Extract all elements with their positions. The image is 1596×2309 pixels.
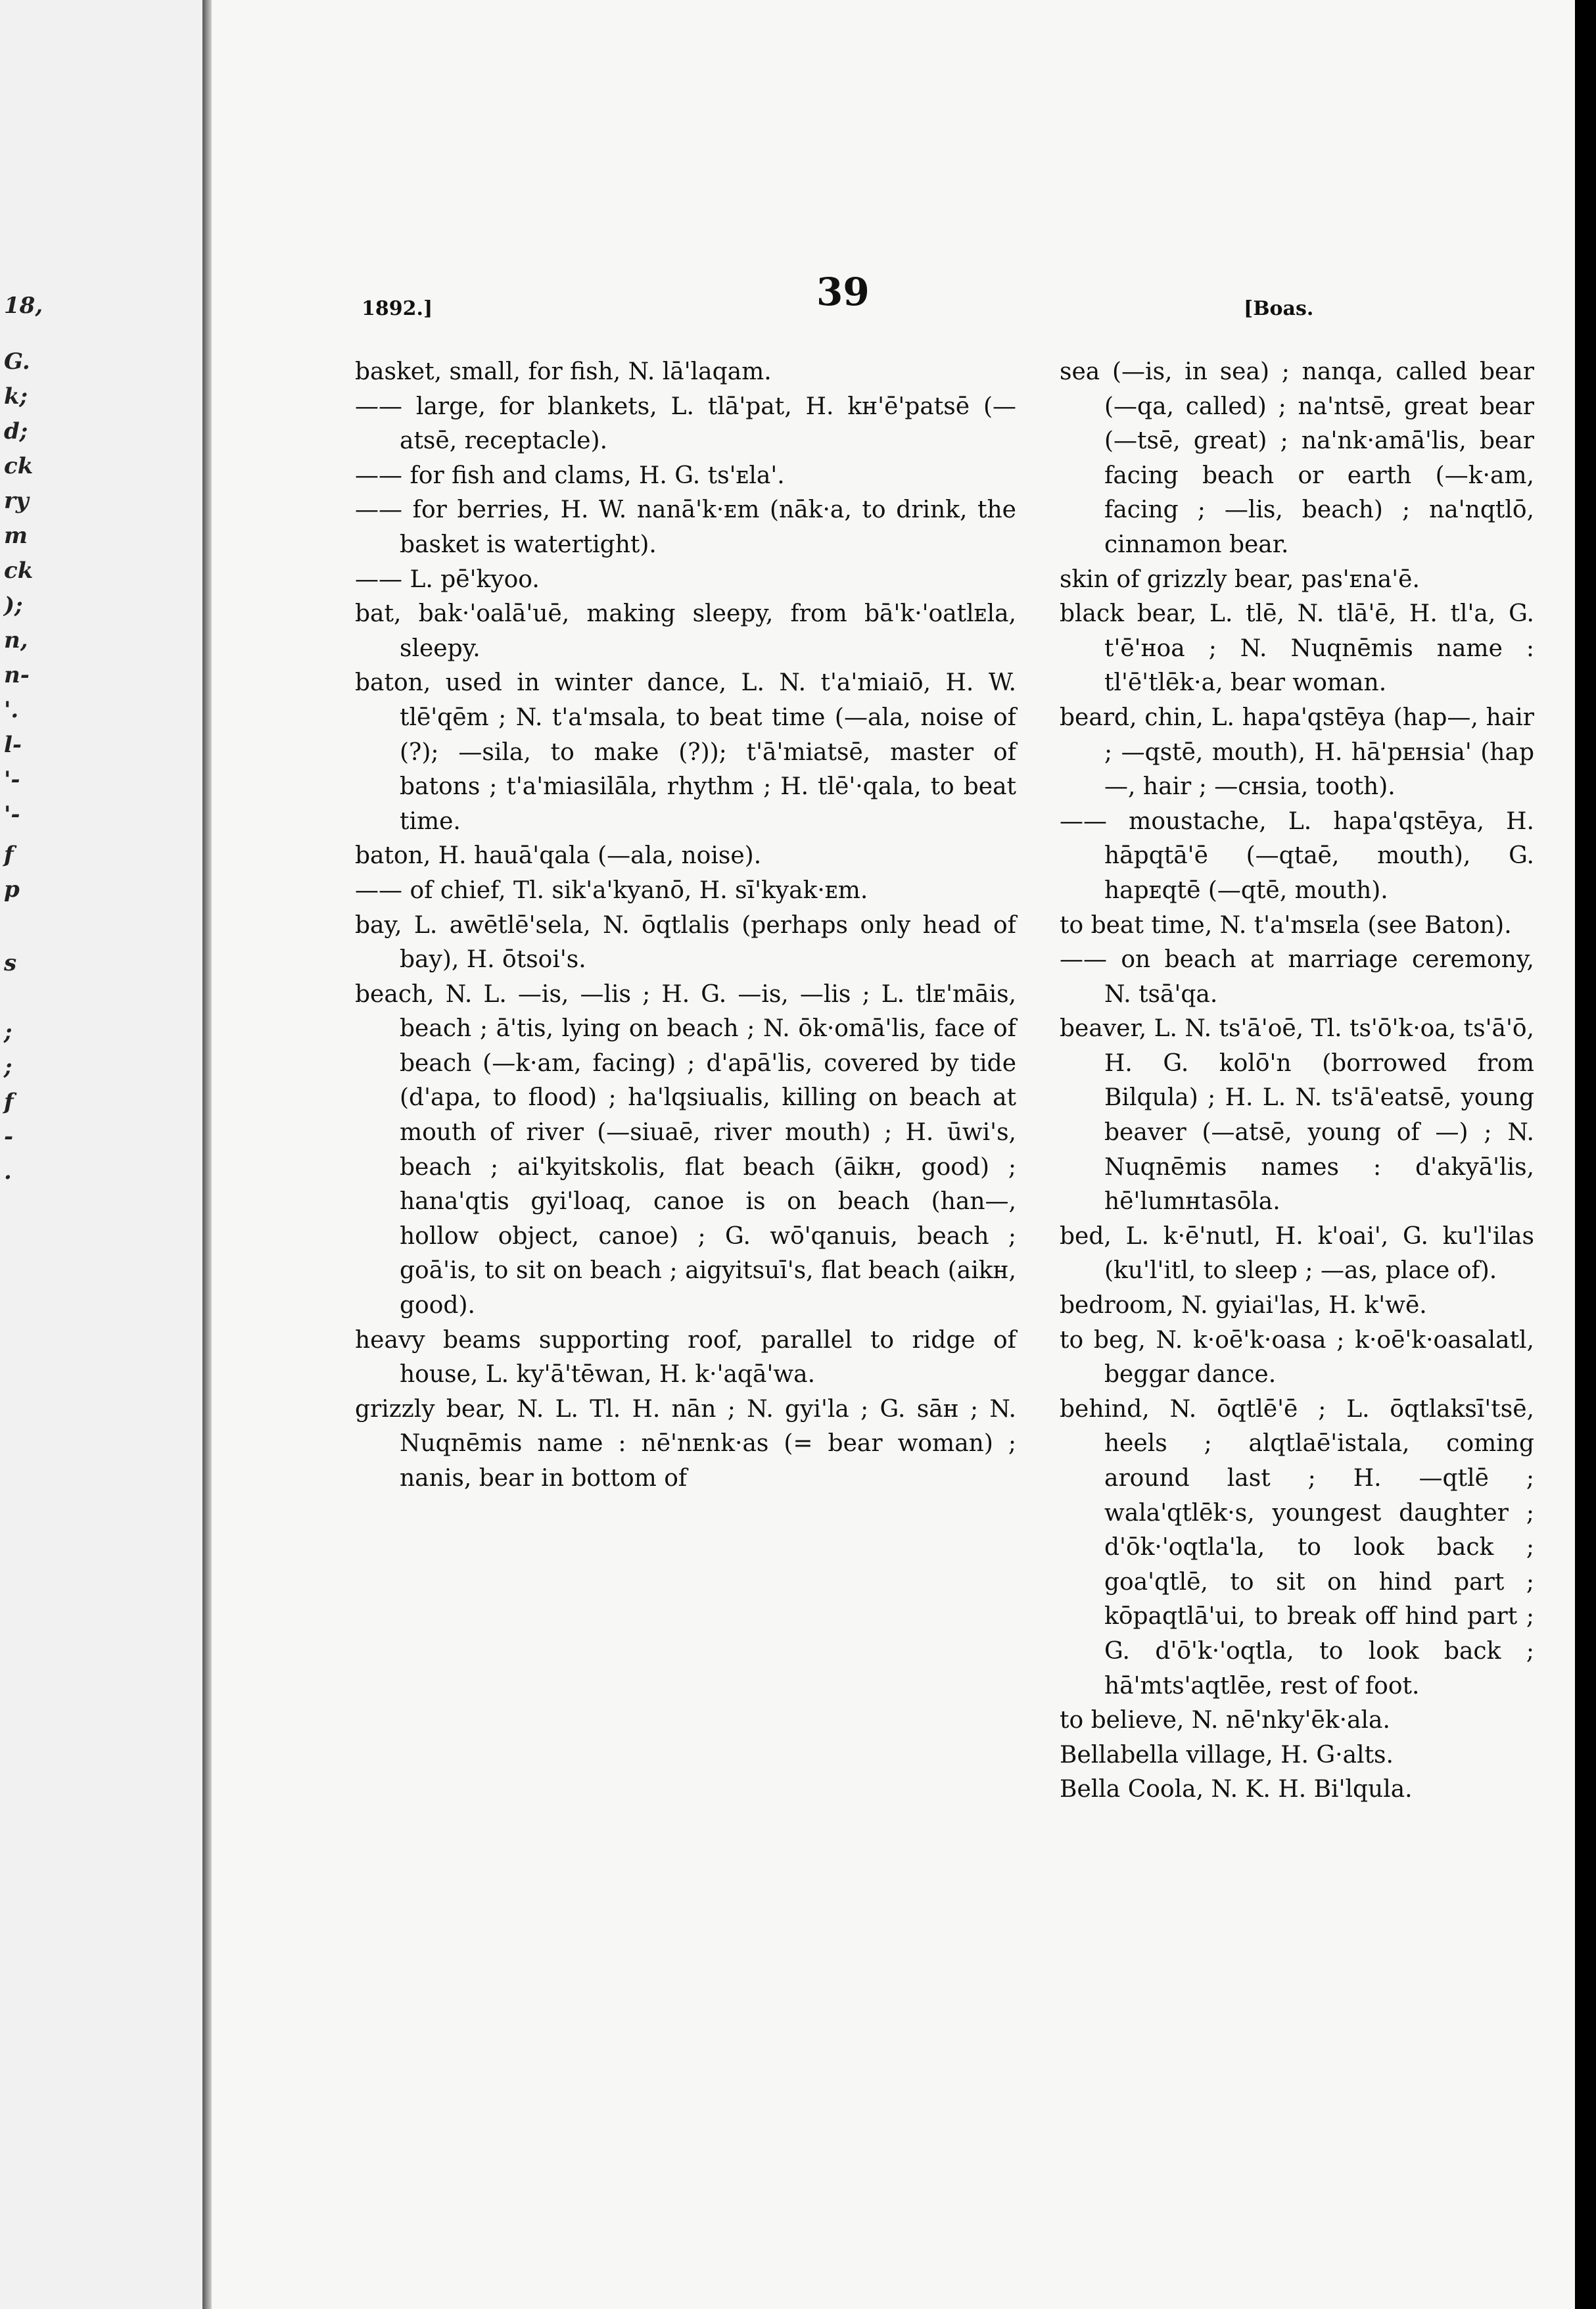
fragment-text: '- bbox=[4, 801, 20, 828]
dictionary-entry: —— moustache, L. hapa'qstēya, H. hāpqtā'ē (—qtaē, mouth), G. hapᴇqtē (—qtē, mouth). bbox=[1060, 807, 1534, 904]
right-column bbox=[1060, 355, 1534, 1807]
fragment-text: k; bbox=[4, 383, 28, 410]
header-author: [Boas. bbox=[1244, 297, 1314, 320]
page-header bbox=[212, 270, 1575, 320]
fragment-text: '- bbox=[4, 767, 20, 793]
fragment-text: ); bbox=[4, 592, 23, 619]
dictionary-entry: —— L. pē'kyoo. bbox=[355, 565, 540, 593]
dictionary-entry: —— on beach at marriage ceremony, N. tsā'qa. bbox=[1060, 946, 1534, 1008]
fragment-text: . bbox=[4, 1158, 12, 1185]
fragment-text: s bbox=[4, 950, 17, 976]
dictionary-entry: Bella Coola, N. K. H. Bi'lqula. bbox=[1060, 1776, 1413, 1803]
dictionary-entry: baton, used in winter dance, L. N. t'a'miaiō, H. W. tlē'qēm ; N. t'a'msala, to beat time (—ala, noise of (?); —sila, to make (?)); t'ā'miatsē, master of batons ; t'a'miasilāla, rhythm ; H. tlē'·qala, to beat time. bbox=[355, 669, 1016, 835]
fragment-text: ck bbox=[4, 558, 34, 584]
header-year: 1892.] bbox=[362, 297, 433, 320]
fragment-text: n, bbox=[4, 627, 28, 654]
fragment-text: n- bbox=[4, 662, 30, 688]
fragment-text: '. bbox=[4, 697, 19, 723]
dictionary-entry: bat, bak·'oalā'uē, making sleepy, from bā'k·'oatlᴇla, sleepy. bbox=[355, 600, 1016, 662]
page-number: 39 bbox=[816, 270, 870, 314]
page-gutter bbox=[202, 0, 212, 2309]
fragment-text: ; bbox=[4, 1054, 12, 1080]
dictionary-entry: to beg, N. k·oē'k·oasa ; k·oē'k·oasalatl, beggar dance. bbox=[1060, 1326, 1534, 1389]
fragment-text: d; bbox=[4, 418, 28, 444]
fragment-text: p bbox=[4, 876, 20, 903]
fragment-text: - bbox=[4, 1124, 14, 1150]
fragment-text: f bbox=[4, 842, 14, 868]
dictionary-entry: —— for berries, H. W. nanā'k·ᴇm (nāk·a, to drink, the basket is watertight). bbox=[355, 496, 1016, 558]
dictionary-entry: to beat time, N. t'a'msᴇla (see Baton). bbox=[1060, 911, 1512, 939]
fragment-text: ry bbox=[4, 488, 29, 514]
dictionary-entry: basket, small, for fish, N. lā'laqam. bbox=[355, 358, 772, 385]
dictionary-entry: to believe, N. nē'nky'ēk·ala. bbox=[1060, 1707, 1390, 1734]
dictionary-entry: grizzly bear, N. L. Tl. H. nān ; N. gyi'la ; G. sāн ; N. Nuqnēmis name : nē'nᴇnk·as (= bear woman) ; nanis, bear in bottom of bbox=[355, 1395, 1016, 1492]
dictionary-page bbox=[212, 0, 1575, 2309]
dictionary-entry: bed, L. k·ē'nutl, H. k'oai', G. ku'l'ilas (ku'l'itl, to sleep ; —as, place of). bbox=[1060, 1222, 1534, 1285]
dictionary-entry: behind, N. ōqtlē'ē ; L. ōqtlaksī'tsē, heels ; alqtlaē'istala, coming around last ; H. —qtlē ; wala'qtlēk·s, youngest daughter ; d'ōk·'oqtla'la, to look back ; goa'qtlē, to sit on hind part ; kōpaqtlā'ui, to break off hind part ; G. d'ō'k·'oqtla, to look back ; hā'mts'aqtlēe, rest of foot. bbox=[1060, 1395, 1534, 1700]
dictionary-entry: beaver, L. N. ts'ā'oē, Tl. ts'ō'k·oa, ts'ā'ō, H. G. kolō'n (borrowed from Bilqula) ; H. L. N. ts'ā'eatsē, young beaver (—atsē, young of —) ; N. Nuqnēmis names : d'akyā'lis, hē'lumнtasōla. bbox=[1060, 1015, 1534, 1216]
dictionary-entry: bay, L. awētlē'sela, N. ōqtlalis (perhaps only head of bay), H. ōtsoi's. bbox=[355, 911, 1016, 974]
left-column bbox=[355, 355, 1016, 1496]
fragment-text: l- bbox=[4, 732, 22, 758]
dictionary-entry: beard, chin, L. hapa'qstēya (hap—, hair ; —qstē, mouth), H. hā'pᴇнsia' (hap—, hair ; —cнsia, tooth). bbox=[1060, 703, 1534, 801]
dictionary-entry: bedroom, N. gyiai'las, H. k'wē. bbox=[1060, 1292, 1427, 1320]
dictionary-entry: sea (—is, in sea) ; nanqa, called bear (—qa, called) ; na'ntsē, great bear (—tsē, great) ; na'nk·amā'lis, bear facing beach or earth (—k·am, facing ; —lis, beach) ; na'nqtlō, cinnamon bear. bbox=[1060, 358, 1534, 558]
fragment-text: m bbox=[4, 523, 28, 549]
fragment-text: ; bbox=[4, 1019, 12, 1045]
dictionary-entry: black bear, L. tlē, N. tlā'ē, H. tl'a, G. t'ē'нoa ; N. Nuqnēmis name : tl'ē'tlēk·a, bear woman. bbox=[1060, 600, 1534, 697]
dictionary-entry: —— of chief, Tl. sik'a'kyanō, H. sī'kyak·ᴇm. bbox=[355, 876, 868, 904]
fragment-text: G. bbox=[4, 348, 30, 375]
facing-page-edge bbox=[0, 0, 202, 2309]
dictionary-entry: beach, N. L. —is, —lis ; H. G. —is, —lis ; L. tlᴇ'māis, beach ; ā'tis, lying on beach ; N. ōk·omā'lis, face of beach (—k·am, facing) ; d'apā'lis, covered by tide (d'apa, to flood) ; ha'lqsiualis, killing on beach at mouth of river (—siuaē, river mouth) ; H. ūwi's, beach ; ai'kyitskolis, flat beach (āikн, good) ; hana'qtis gyi'loaq, canoe is on beach (han—, hollow object, canoe) ; G. wō'qanuis, beach ; goā'is, to sit on beach ; aigyitsuī's, flat beach (aikн, good). bbox=[355, 980, 1016, 1320]
dictionary-entry: Bellabella village, H. G·alts. bbox=[1060, 1741, 1394, 1769]
fragment-text: 18, bbox=[4, 293, 43, 319]
fragment-text: ck bbox=[4, 453, 34, 479]
dictionary-entry: heavy beams supporting roof, parallel to ridge of house, L. ky'ā'tēwan, H. k·'aqā'wa. bbox=[355, 1326, 1016, 1389]
dictionary-entry: baton, H. hauā'qala (—ala, noise). bbox=[355, 842, 762, 870]
dictionary-entry: —— for fish and clams, H. G. ts'ᴇla'. bbox=[355, 462, 785, 489]
dictionary-entry: skin of grizzly bear, pas'ᴇna'ē. bbox=[1060, 565, 1420, 593]
fragment-text: f bbox=[4, 1089, 14, 1115]
dictionary-entry: —— large, for blankets, L. tlā'pat, H. kн'ē'patsē (—atsē, receptacle). bbox=[355, 393, 1016, 455]
